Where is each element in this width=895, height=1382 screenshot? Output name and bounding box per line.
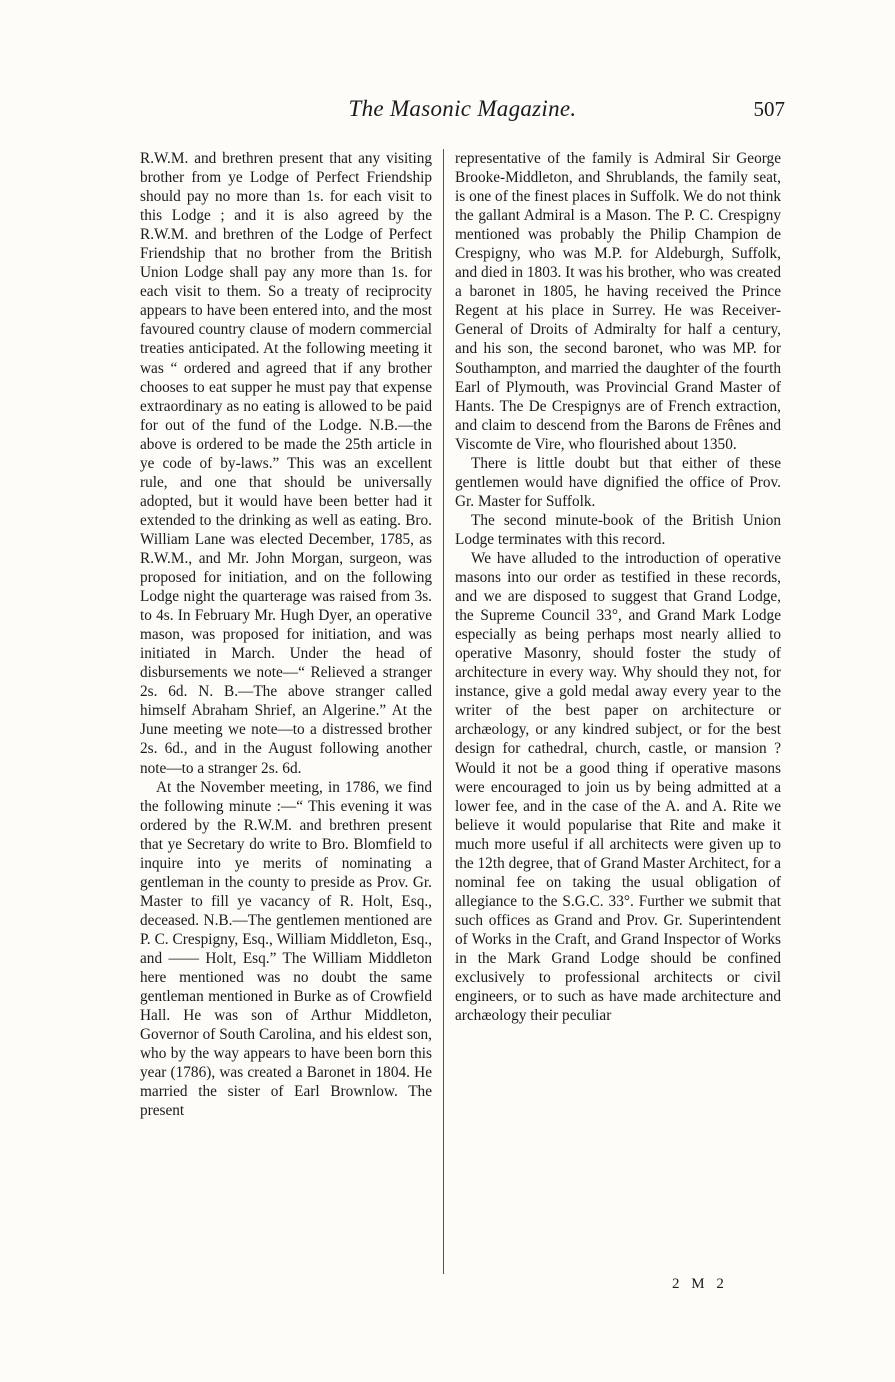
paragraph: R.W.M. and brethren present that any visiting brother from ye Lodge of Perfect Friendship should pay no more than 1s. for each visit to this Lodge ; and it is also agreed by the R.W.M. and brethren of the Lodge of Perfect Friendship that no brother from the British Union Lodge shall pay any more than 1s. for each visit to them. So a treaty of reciprocity appears to have been entered into, and the most favoured country clause of modern commercial treaties anticipated. At the following meeting it was “ ordered and agreed that if any brother chooses to eat supper he must pay that expense extraordinary as no eating is allowed to be paid for out of the fund of the Lodge. N.B.—the above is ordered to be made the 25th article in ye code of by-laws.” This was an excellent rule, and one that should be universally adopted, but it would have been better had it extended to the drinking as well as eating. Bro. William Lane was elected December, 1785, as R.W.M., and Mr. John Morgan, surgeon, was proposed for initiation, and on the following Lodge night the quarterage was raised from 3s. to 4s. In February Mr. Hugh Dyer, an operative mason, was proposed for initiation, and was initiated in March. Under the head of disbursements we note—“ Relieved a stranger 2s. 6d. N. B.—The above stranger called himself Abraham Shrief, an Algerine.” At the June meeting we note—to a distressed brother 2s. 6d., and in the August following another note—to a stranger 2s. 6d. <box>140 150 432 777</box>
paragraph: There is little doubt but that either of these gentlemen would have dignified the office of Prov. Gr. Master for Suffolk. <box>455 454 781 510</box>
magazine-title: The Masonic Magazine. <box>348 96 577 121</box>
printer-signature-mark: 2 M 2 <box>672 1276 728 1292</box>
paragraph: representative of the family is Admiral Sir George Brooke-Middleton, and Shrublands, the family seat, is one of the finest places in Suffolk. We do not think the gallant Admiral is a Mason. The P. C. Crespigny mentioned was probably the Philip Champion de Crespigny, who was M.P. for Aldeburgh, Suffolk, and died in 1803. It was his brother, who was created a baronet in 1805, he having received the Prince Regent at his place in Surrey. He was Receiver-General of Droits of Admiralty for half a century, and his son, the second baronet, who was MP. for Southampton, and married the daughter of the fourth Earl of Plymouth, was Provincial Grand Master of Hants. The De Crespignys are of French extraction, and claim to descend from the Barons de Frênes and Viscomte de Vire, who flourished about 1350. <box>455 150 781 453</box>
paragraph: At the November meeting, in 1786, we find the following minute :—“ This evening it was ordered by the R.W.M. and brethren present that ye Secretary do write to Bro. Blomfield to inquire into ye merits of nominating a gentleman in the county to preside as Prov. Gr. Master to fill ye vacancy of R. Holt, Esq., deceased. N.B.—The gentlemen mentioned are P. C. Crespigny, Esq., William Middleton, Esq., and —— Holt, Esq.” The William Middleton here mentioned was no doubt the same gentleman mentioned in Burke as of Crowfield Hall. He was son of Arthur Middleton, Governor of South Carolina, and his eldest son, who by the way appears to have been born this year (1786), was created a Baronet in 1804. He married the sister of Earl Brownlow. The present <box>140 778 432 1120</box>
page-number: 507 <box>753 97 785 121</box>
running-head <box>140 96 785 126</box>
paragraph: The second minute-book of the British Union Lodge terminates with this record. <box>455 511 781 548</box>
column-divider <box>443 149 444 1274</box>
right-column <box>455 149 781 1025</box>
paragraph: We have alluded to the introduction of operative masons into our order as testified in these records, and we are disposed to suggest that Grand Lodge, the Supreme Council 33°, and Grand Mark Lodge especially as being perhaps most nearly allied to operative Masonry, should foster the study of architecture in every way. Why should they not, for instance, give a gold medal away every year to the writer of the best paper on architecture or archæology, or any kindred subject, or for the best design for cathedral, church, castle, or mansion ? Would it not be a good thing if operative masons were encouraged to join us by being admitted at a lower fee, and in the case of the A. and A. Rite we believe it would popularise that Rite and make it much more useful if all architects were given up to the 12th degree, that of Grand Master Architect, for a nominal fee on taking the usual obligation of allegiance to the S.G.C. 33°. Further we submit that such offices as Grand and Prov. Gr. Superintendent of Works in the Craft, and Grand Inspector of Works in the Mark Grand Lodge should be confined exclusively to professional architects or civil engineers, or to such as have made architecture and archæology their peculiar <box>455 549 781 1025</box>
left-column <box>140 149 432 1120</box>
